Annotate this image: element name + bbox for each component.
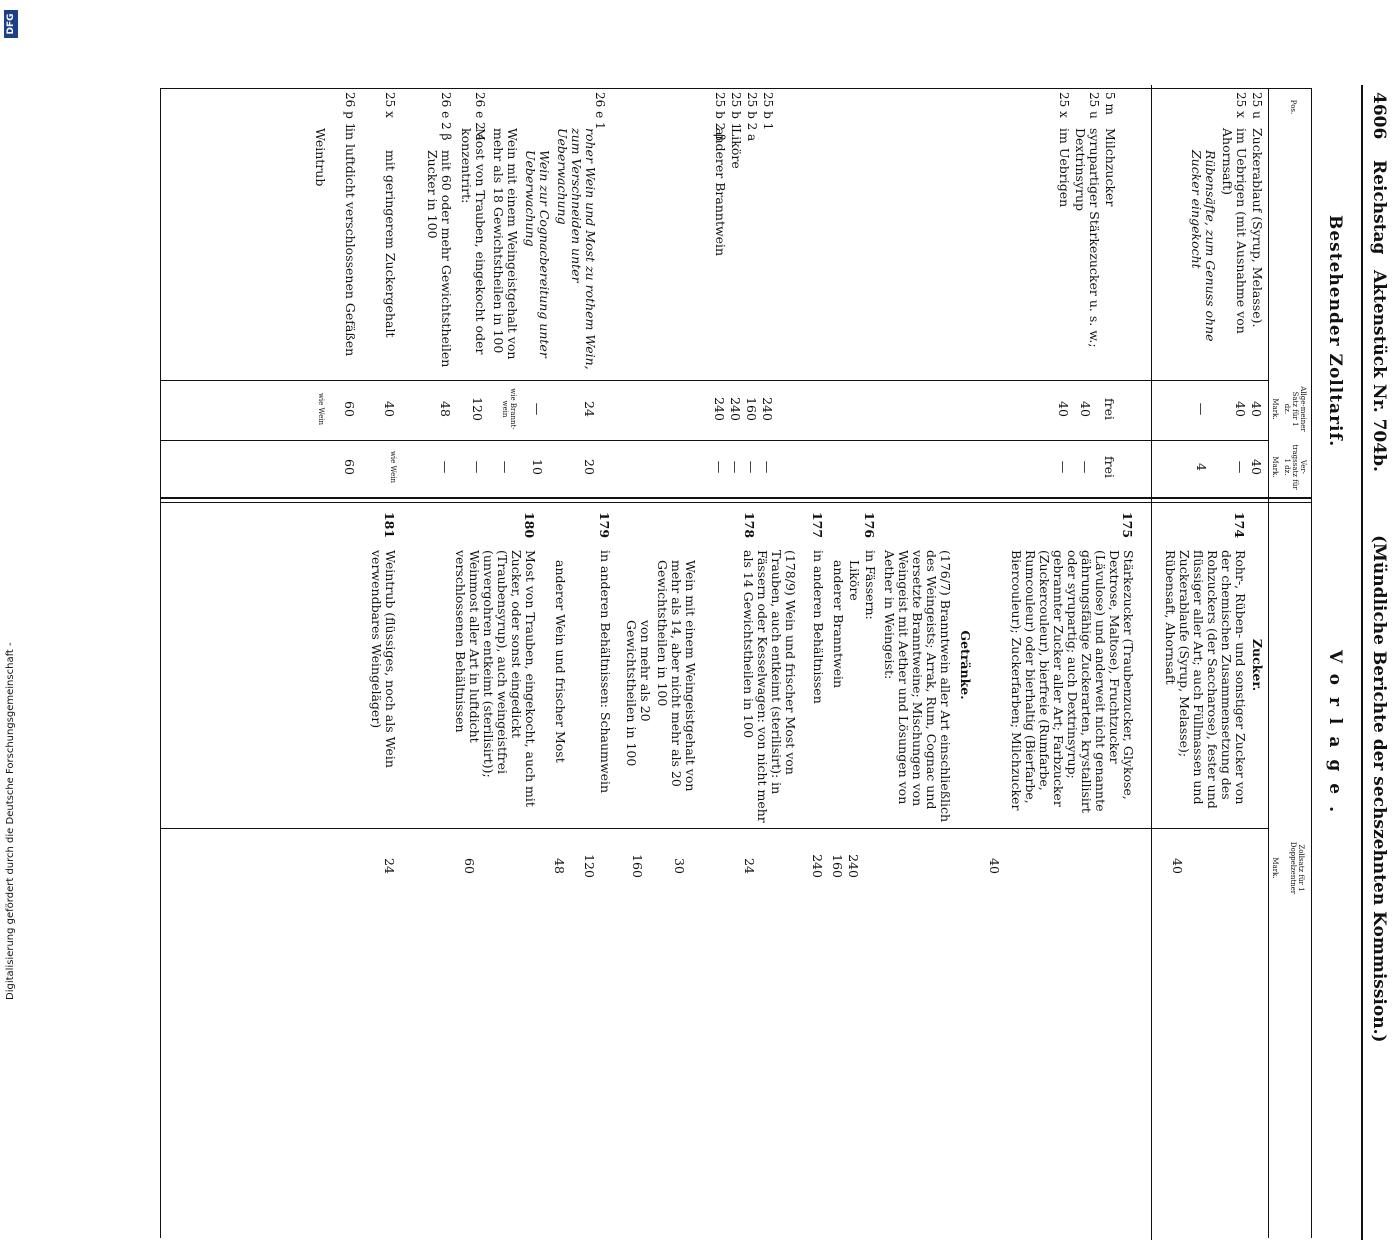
source-name: Reichstag <box>1369 160 1389 255</box>
row-code: 25 u <box>1250 92 1264 119</box>
row-general: 240 <box>728 397 743 421</box>
header-rule <box>1311 88 1312 1238</box>
item-rate: 40 <box>987 858 1002 874</box>
col-pos-header: Pos. <box>1289 99 1297 115</box>
item-rate: 160 <box>830 854 845 878</box>
row-treaty: — <box>470 460 485 474</box>
col-general-unit: Mark. <box>1271 398 1279 420</box>
row-general: — <box>1194 402 1209 416</box>
left-col-sep-2 <box>161 440 1269 441</box>
row-treaty: — <box>744 460 759 474</box>
row-general: 40 <box>1056 401 1071 417</box>
table-divider <box>160 497 1312 499</box>
funding-credit: Digitalisierung gefördert durch die Deutsche Forschungsgemeinschaft - <box>5 642 16 1000</box>
item-number: 181 <box>382 511 397 539</box>
row-general: 40 <box>1233 401 1248 417</box>
row-general: 40 <box>1249 401 1264 417</box>
top-rule <box>1361 85 1363 1240</box>
item-rate: 240 <box>846 854 861 878</box>
section-drinks: Getränke. <box>958 630 973 700</box>
item-rate: 160 <box>630 854 645 878</box>
row-text: Milchzucker <box>1103 128 1118 207</box>
row-text: Rübensäfte, zum Genuss ohne Zucker eingekocht <box>1189 150 1218 342</box>
row-code: 25 b 1 <box>729 92 743 131</box>
section-sugar: Zucker. <box>1250 638 1265 692</box>
item-number: 177 <box>810 511 825 539</box>
row-general: wie Wein <box>317 392 325 426</box>
row-treaty: — <box>438 460 453 474</box>
row-treaty: — <box>760 460 775 474</box>
row-general: 120 <box>470 397 485 421</box>
row-text: syrupartiger Stärkezucker u. s. w.; Dextrinsyrup <box>1073 128 1102 348</box>
row-text: im Uebrigen <box>1057 128 1072 208</box>
item-rate: 240 <box>810 854 825 878</box>
col-treaty-unit: Mark. <box>1271 456 1279 478</box>
item-number: 176 <box>862 511 877 539</box>
item-text: in anderen Behältnissen: Schaumwein <box>598 550 613 794</box>
report-title: (Mündliche Berichte der sechszehnten Kommission.) <box>1369 535 1389 1043</box>
row-treaty: — <box>1056 460 1071 474</box>
item-text: Stärkezucker (Traubenzucker, Glykose, Dextrose, Maltose), Fruchtzucker (Lävulose) und anderweit nicht genannte gährungsfähige Zuckerarten, krystallisirt oder syrupartig; auch Dextrinsyrup; gebrannter Zucker aller Art; Farbzucker (Zuckercouleur), bierfreie (Rumfarbe, Rumcouleur) oder bierhaltig (Bierfarbe, Biercouleur); Zuckerfarben; Milchzucker <box>1009 550 1136 813</box>
item-rate: 48 <box>552 858 567 874</box>
row-code: 5 m <box>1103 92 1117 115</box>
row-general: — <box>530 402 545 416</box>
row-text: mit geringerem Zuckergehalt <box>383 150 398 338</box>
left-edge <box>160 88 1312 89</box>
right-table-title: Vorlage. <box>1325 650 1345 825</box>
item-text: (176/7) Branntwein aller Art einschließlich des Weingeists; Arrak, Rum, Cognac und versetzte Branntweine; Mischungen von Weingeist mit Aether und Lösungen von Aether in Weingeist: <box>882 550 953 823</box>
row-treaty: — <box>728 460 743 474</box>
item-number: 180 <box>522 511 537 539</box>
row-general: 24 <box>582 401 597 417</box>
row-treaty: 40 <box>1249 459 1264 475</box>
item-rate: 120 <box>582 854 597 878</box>
item-text: Wein mit einem Weingeistgehalt von mehr als 14, aber nicht mehr als 20 Gewichtstheilen in 100 <box>655 560 698 792</box>
item-rate: 40 <box>1170 858 1185 874</box>
item-text: Weintrub (flüssiges, noch als Wein verwendbares Weingeläger) <box>369 550 398 768</box>
row-code: 26 e 2 a <box>473 92 487 141</box>
item-text: Most von Trauben, eingekocht, auch mit Zucker, oder sonst eingedickt (Traubensyrup), auch weingeistfrei (unvergohren entkeimt (sterilisirt)); Weinmost aller Art in luftdicht verschlossenen Behältnissen <box>453 550 538 807</box>
row-general: 40 <box>1078 401 1093 417</box>
row-text: Wein zur Cognacbereitung unter Ueberwachung <box>523 150 552 358</box>
item-text: in anderen Behältnissen <box>811 550 826 704</box>
row-code: 26 e 1 <box>593 92 607 130</box>
row-text: Zuckerablauf (Syrup, Melasse). <box>1250 128 1265 328</box>
item-rate: 24 <box>742 858 757 874</box>
col-general-header: Allge-meiner Satz für 1 dz. <box>1283 386 1307 432</box>
row-general: 240 <box>712 397 727 421</box>
credit-strip <box>2 0 22 1000</box>
row-text: Liköre <box>729 128 744 169</box>
item-number: 175 <box>1120 511 1135 539</box>
row-code: 26 p 1 <box>343 92 357 131</box>
row-treaty: 10 <box>530 459 545 475</box>
bottom-rule <box>1151 85 1152 1240</box>
row-code: 25 u <box>1087 92 1101 119</box>
columns-rule <box>1268 88 1269 1238</box>
item-text: von mehr als 20 Gewichtstheilen in 100 <box>624 620 653 767</box>
row-text: Weintrub <box>313 128 328 187</box>
row-general: frei <box>1102 398 1117 420</box>
item-rate: 60 <box>462 858 477 874</box>
row-general: 48 <box>438 401 453 417</box>
row-text: mit 60 oder mehr Gewichtstheilen Zucker in 100 <box>425 150 454 368</box>
item-text: anderer Wein und frischer Most <box>553 560 568 763</box>
row-code: 25 b 2 β <box>713 92 727 141</box>
item-rate: 24 <box>382 858 397 874</box>
col-rate-unit: Mark. <box>1271 857 1279 879</box>
row-general: 240 <box>760 397 775 421</box>
item-rate: 30 <box>672 858 687 874</box>
item-text: Rohr-, Rüben- und sonstiger Zucker von der chemischen Zusammensetzung des Rohzuckers (der Saccharose), fester und flüssiger aller Art; auch Füllmassen und Zuckerablaufe (Syrup, Melasse); Rübensaft, Ahornsaft <box>1163 550 1248 809</box>
right-col-sep <box>161 828 1269 829</box>
item-text: in Fässern: <box>863 550 878 620</box>
page-number: 4606 <box>1369 92 1389 140</box>
row-text: roher Wein und Most zu rothem Wein, zum Verschneiden unter Ueberwachung <box>555 128 598 370</box>
row-code: 25 b 2 a <box>745 92 759 142</box>
row-treaty: 20 <box>582 459 597 475</box>
row-general: 60 <box>342 401 357 417</box>
row-code: 25 x <box>383 92 397 118</box>
row-treaty: — <box>1233 460 1248 474</box>
row-treaty: — <box>498 460 513 474</box>
row-text: anderer Branntwein <box>713 128 728 257</box>
row-treaty: 60 <box>342 459 357 475</box>
row-code: 26 e 2 β <box>439 92 453 141</box>
table-divider-2 <box>160 502 1312 503</box>
row-treaty: 4 <box>1194 463 1209 471</box>
item-text: (178/9) Wein und frischer Most von Trauben, auch entkeimt (sterilisirt): in Fässern oder Kesselwagen: von nicht mehr als 14 Gewichtstheilen in 100 <box>741 550 798 823</box>
document-number: Aktenstück Nr. 704b. <box>1369 270 1389 472</box>
item-text: anderer Branntwein <box>831 560 846 689</box>
row-text: im Uebrigen (mit Ausnahme von Ahornsaft) <box>1220 128 1249 334</box>
col-rate-header: Zollsatz für 1 Doppelzentner <box>1289 841 1305 895</box>
left-table-title: Bestehender Zolltarif. <box>1325 215 1345 448</box>
item-number: 178 <box>742 511 757 539</box>
item-number: 174 <box>1232 511 1247 539</box>
item-text: Liköre <box>847 560 862 601</box>
row-text: Most von Trauben, eingekocht oder konzentrirt: <box>459 128 488 355</box>
item-number: 179 <box>597 511 612 539</box>
row-general: wie Brannt-wein <box>501 388 517 430</box>
row-text: in luftdicht verschlossenen Gefäßen <box>343 128 358 357</box>
dfg-logo: DFG <box>4 10 18 38</box>
row-general: 160 <box>744 397 759 421</box>
row-treaty: — <box>1078 460 1093 474</box>
row-treaty: — <box>712 460 727 474</box>
row-treaty: wie Wein <box>389 450 397 484</box>
row-treaty: frei <box>1102 456 1117 478</box>
row-code: 25 x <box>1234 92 1248 118</box>
col-treaty-header: Ver-tragssatz für 1 dz. <box>1283 444 1307 490</box>
row-code: 25 x <box>1057 92 1071 118</box>
row-code: 25 b 1 <box>761 92 775 131</box>
row-general: 40 <box>382 401 397 417</box>
left-col-sep-1 <box>161 380 1269 381</box>
table-bottom-rule <box>160 88 161 1238</box>
row-text: Wein mit einem Weingeistgehalt von mehr als 18 Gewichtstheilen in 100 <box>491 128 520 360</box>
